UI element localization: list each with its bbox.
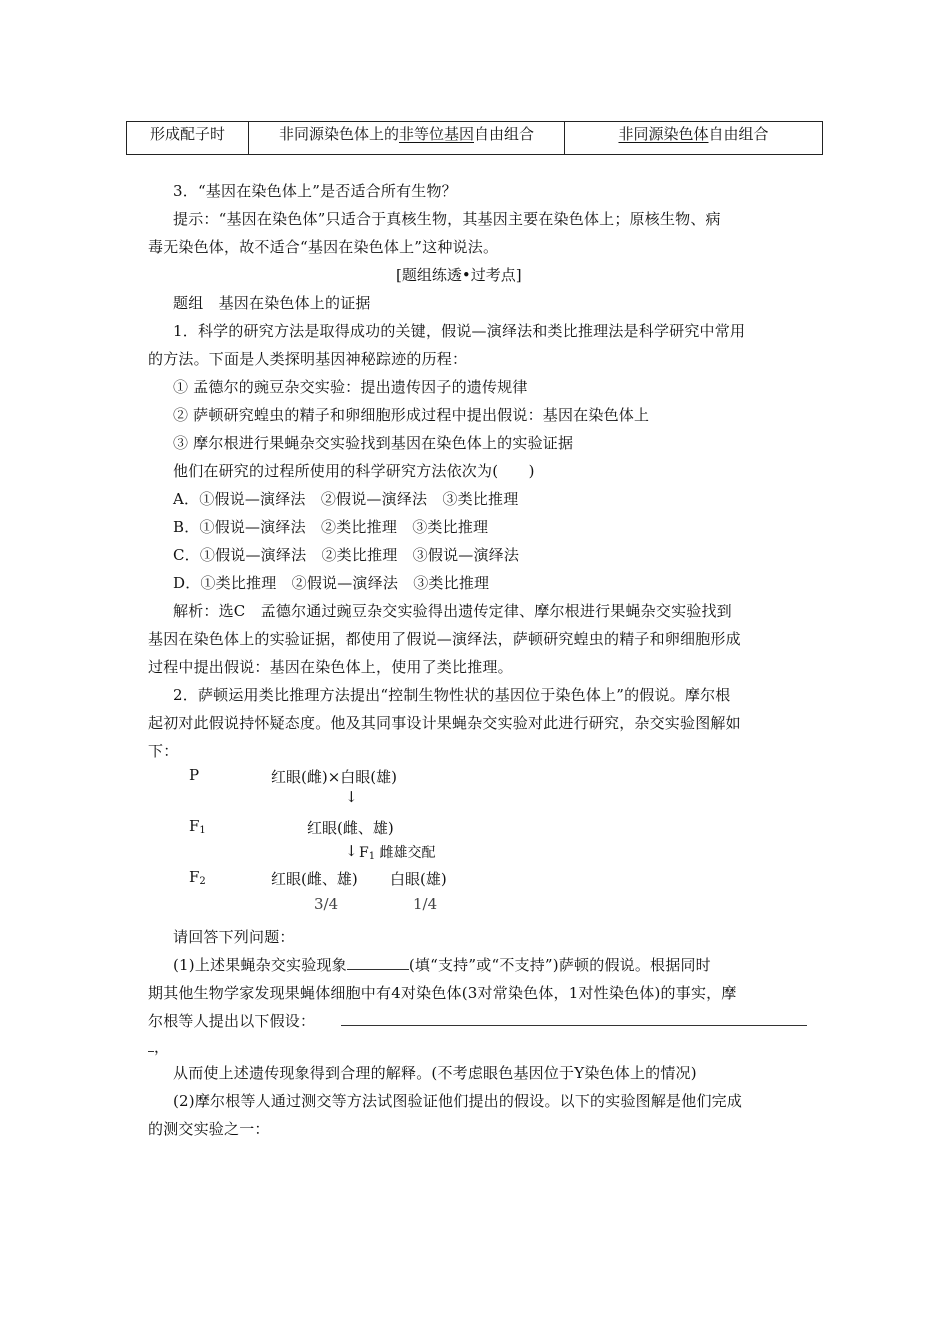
comparison-table: [126, 121, 823, 155]
generation-label-f2: F2: [189, 868, 206, 887]
option-d: D．①类比推理 ②假说—演绎法 ③类比推理: [173, 574, 490, 592]
arrow-down-icon: ↓: [345, 788, 358, 806]
p1-ask: 他们在研究的过程所使用的科学研究方法依次为( ): [173, 462, 535, 480]
p1-answer-cont: 基因在染色体上的实验证据，都使用了假说—演绎法，萨顿研究蝗虫的精子和卵细胞形成: [148, 630, 741, 648]
arrow-down-icon: ↓: [345, 842, 358, 860]
p2-sub2-cont: 的测交实验之一：: [148, 1120, 270, 1138]
p2-sub1-cont: 尔根等人提出以下假设：: [148, 1010, 808, 1031]
section-title: [题组练透•过考点]: [396, 266, 522, 284]
p1-answer-cont: 过程中提出假说：基因在染色体上，使用了类比推理。: [148, 658, 513, 676]
ratio-white: 1/4: [413, 895, 438, 913]
option-c: C．①假说—演绎法 ②类比推理 ③假说—演绎法: [173, 546, 520, 564]
f1-mating-label: F1 雌雄交配: [359, 845, 436, 862]
p2-stem-cont: 下：: [148, 742, 179, 760]
generation-label-f1: F1: [189, 817, 206, 836]
f2-red-phenotype: 红眼(雌、雄): [271, 870, 358, 888]
p1-item-1: ① 孟德尔的豌豆杂交实验：提出遗传因子的遗传规律: [173, 378, 528, 396]
p2-sub1-cont: 从而使上述遗传现象得到合理的解释。(不考虑眼色基因位于Y染色体上的情况): [173, 1064, 697, 1082]
q3-question: 3．“基因在染色体上”是否适合所有生物？: [173, 182, 457, 200]
p1-item-2: ② 萨顿研究蝗虫的精子和卵细胞形成过程中提出假说：基因在染色体上: [173, 406, 650, 424]
p2-sub1: (1)上述果蝇杂交实验现象 (填“支持”或“不支持”)萨顿的假说。根据同时: [173, 956, 711, 974]
table-row: [127, 122, 823, 155]
p2-stem: 2．萨顿运用类比推理方法提出“控制生物性状的基因位于染色体上”的假说。摩尔根: [173, 686, 731, 704]
ratio-red: 3/4: [314, 895, 339, 913]
table-cell-gene: 非同源染色体上的非等位基因自由组合: [249, 122, 565, 155]
p2-sub2: (2)摩尔根等人通过测交等方法试图验证他们提出的假设。以下的实验图解是他们完成: [173, 1092, 743, 1110]
answer-blank[interactable]: [347, 955, 409, 970]
answer-blank[interactable]: [341, 1011, 807, 1026]
option-b: B．①假说—演绎法 ②类比推理 ③类比推理: [173, 518, 489, 536]
p1-stem-cont: 的方法。下面是人类探明基因神秘踪迹的历程：: [148, 350, 468, 368]
p1-answer: 解析：选C 孟德尔通过豌豆杂交实验得出遗传定律、摩尔根进行果蝇杂交实验找到: [173, 602, 732, 620]
p1-stem: 1．科学的研究方法是取得成功的关键，假说—演绎法和类比推理法是科学研究中常用: [173, 322, 746, 340]
f2-white-phenotype: 白眼(雄): [390, 870, 447, 888]
p2-sub1-cont: 期其他生物学家发现果蝇体细胞中有4对染色体(3对常染色体，1对性染色体)的事实，摩: [148, 984, 737, 1002]
p1-item-3: ③ 摩尔根进行果蝇杂交实验找到基因在染色体上的实验证据: [173, 434, 574, 452]
table-cell-chromosome: 非同源染色体自由组合: [565, 122, 823, 155]
parent-cross: 红眼(雌)×白眼(雄): [271, 768, 397, 786]
p2-sub1-cont: ，: [148, 1036, 808, 1057]
generation-label-p: P: [189, 766, 200, 784]
table-cell-stage: 形成配子时: [127, 122, 249, 155]
p2-prompt: 请回答下列问题：: [173, 928, 295, 946]
f1-phenotype: 红眼(雌、雄): [307, 819, 394, 837]
p2-stem-cont: 起初对此假说持怀疑态度。他及其同事设计果蝇杂交实验对此进行研究，杂交实验图解如: [148, 714, 741, 732]
underlined-term: 非等位基因: [398, 125, 474, 143]
q3-hint: 提示：“基因在染色体”只适合于真核生物，其基因主要在染色体上；原核生物、病: [173, 210, 721, 228]
option-a: A．①假说—演绎法 ②假说—演绎法 ③类比推理: [173, 490, 519, 508]
q3-hint-cont: 毒无染色体，故不适合“基因在染色体上”这种说法。: [148, 238, 499, 256]
group-title: 题组 基因在染色体上的证据: [173, 294, 371, 312]
underlined-term: 非同源染色体: [618, 125, 709, 143]
